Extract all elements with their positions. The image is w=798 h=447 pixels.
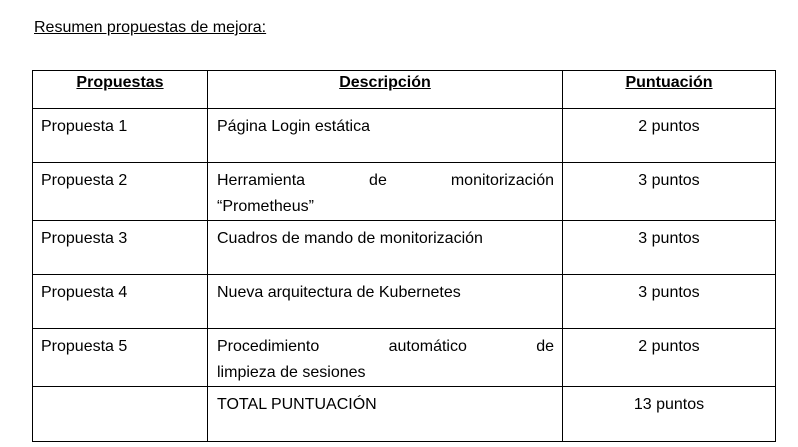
proposal-cell: Propuesta 4 [33,275,208,329]
score-cell: 2 puntos [563,329,776,387]
description-line: “Prometheus” [217,198,314,215]
table-row [33,329,776,387]
description-line: Herramienta de monitorización [217,172,554,189]
description-line: Procedimiento automático de [217,338,554,355]
proposal-cell: Propuesta 5 [33,329,208,387]
document-heading: Resumen propuestas de mejora: [34,19,267,36]
total-score-cell: 13 puntos [563,387,776,442]
score-cell: 3 puntos [563,163,776,221]
column-header-score: Puntuación [563,71,776,109]
description-cell [208,163,563,221]
proposals-table [32,70,776,442]
proposal-cell: Propuesta 3 [33,221,208,275]
proposal-cell [33,387,208,442]
proposal-cell: Propuesta 2 [33,163,208,221]
table-row [33,275,776,329]
table-row [33,163,776,221]
score-cell: 2 puntos [563,109,776,163]
table-header-row [33,71,776,109]
total-label-cell: TOTAL PUNTUACIÓN [208,387,563,442]
column-header-proposals: Propuestas [33,71,208,109]
score-cell: 3 puntos [563,275,776,329]
score-cell: 3 puntos [563,221,776,275]
description-line: Cuadros de mando de monitorización [217,230,483,247]
proposal-cell: Propuesta 1 [33,109,208,163]
description-cell [208,275,563,329]
column-header-description: Descripción [208,71,563,109]
table-row [33,221,776,275]
description-line: Nueva arquitectura de Kubernetes [217,284,461,301]
description-cell [208,109,563,163]
description-cell [208,221,563,275]
total-row [33,387,776,442]
description-line: limpieza de sesiones [217,364,366,381]
table-row [33,109,776,163]
description-cell [208,329,563,387]
description-line: Página Login estática [217,118,370,135]
